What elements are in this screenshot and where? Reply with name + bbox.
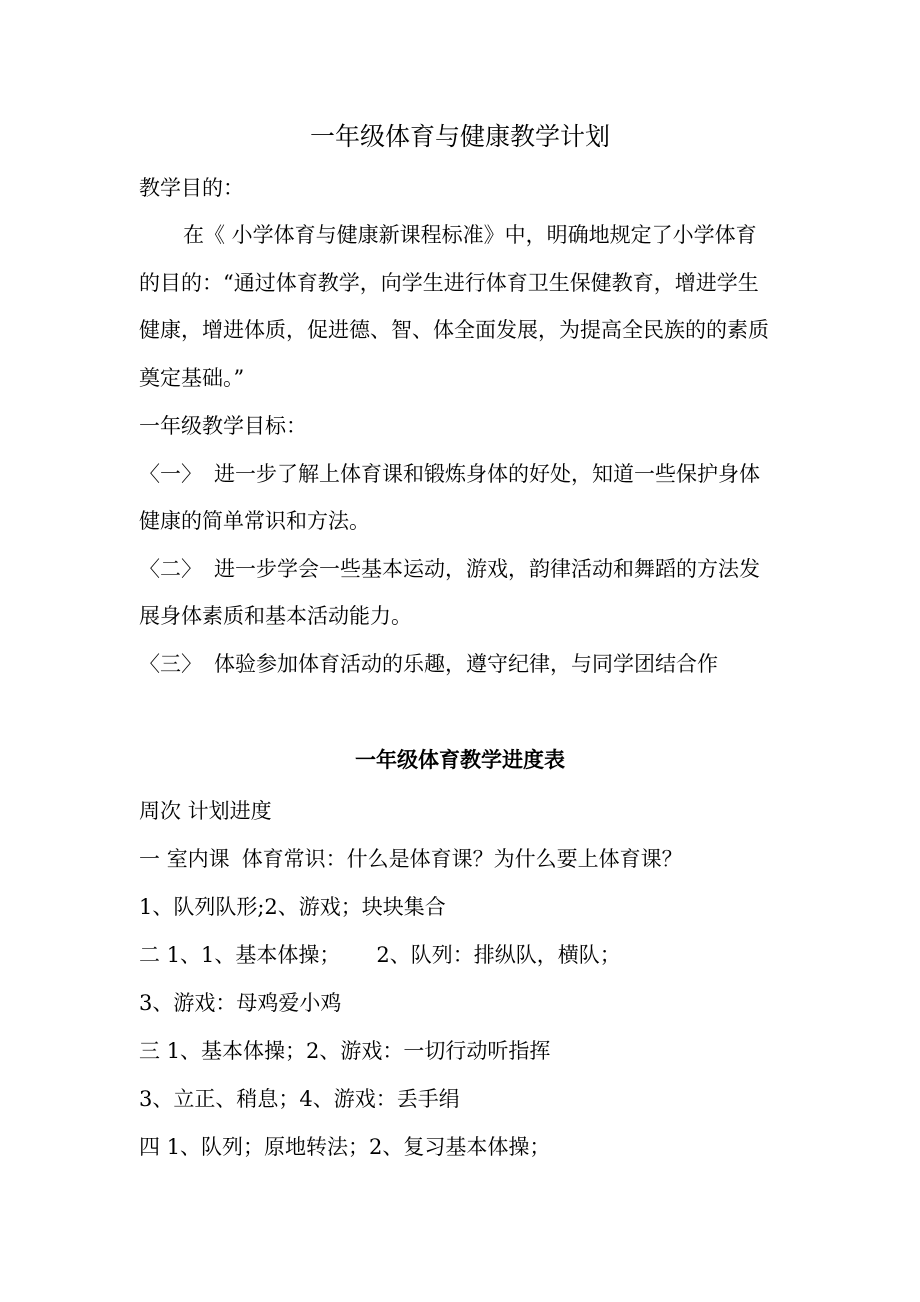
goal-text: 体验参加体育活动的乐趣，遵守纪律，与同学团结合作 bbox=[214, 652, 718, 676]
goal-text: 进一步了解上体育课和锻炼身体的好处，知道一些保护身体 bbox=[214, 462, 760, 486]
schedule-text: 3、立正、稍息；4、游戏：丢手绢 bbox=[139, 1087, 460, 1111]
schedule-week: 一 bbox=[139, 847, 160, 871]
purpose-paragraph-line-3: 健康，增进体质，促进德、智、体全面发展，为提高全民族的的素质 bbox=[139, 318, 769, 342]
goal-marker: 〈二〉 bbox=[139, 557, 202, 581]
purpose-heading: 教学目的： bbox=[139, 176, 244, 200]
purpose-paragraph-line-4: 奠定基础。” bbox=[139, 366, 245, 390]
goal-marker: 〈三〉 bbox=[139, 652, 202, 676]
document-title: 一年级体育与健康教学计划 bbox=[309, 122, 610, 151]
schedule-text-2: 2、队列：排纵队，横队； bbox=[376, 943, 621, 967]
schedule-row bbox=[139, 1085, 460, 1113]
schedule-row bbox=[139, 941, 621, 969]
purpose-paragraph-line-2: 的目的：“通过体育教学，向学生进行体育卫生保健教育，增进学生 bbox=[139, 271, 759, 295]
schedule-row bbox=[139, 989, 341, 1017]
goals-heading: 一年级教学目标： bbox=[139, 414, 307, 438]
goal-marker: 〈一〉 bbox=[139, 462, 202, 486]
schedule-week: 三 bbox=[139, 1039, 160, 1063]
schedule-text: 1、队列队形;2、游戏；块块集合 bbox=[139, 895, 446, 919]
goal-item-1-continued: 健康的简单常识和方法。 bbox=[139, 509, 370, 533]
schedule-week: 四 bbox=[139, 1135, 160, 1159]
schedule-title: 一年级体育教学进度表 bbox=[355, 747, 565, 772]
schedule-row bbox=[139, 845, 683, 873]
schedule-text-2: 体育常识：什么是体育课？为什么要上体育课？ bbox=[241, 847, 683, 871]
goal-item-2-continued: 展身体素质和基本活动能力。 bbox=[139, 604, 412, 628]
schedule-row bbox=[139, 1037, 550, 1065]
schedule-text: 3、游戏：母鸡爱小鸡 bbox=[139, 991, 342, 1015]
schedule-text: 1、队列；原地转法；2、复习基本体操； bbox=[166, 1135, 551, 1159]
goal-item-2 bbox=[139, 555, 760, 583]
schedule-text: 1、基本体操；2、游戏：一切行动听指挥 bbox=[166, 1039, 551, 1063]
schedule-text: 室内课 bbox=[166, 847, 230, 871]
goal-item-1 bbox=[139, 460, 760, 488]
schedule-row bbox=[139, 893, 446, 921]
schedule-week: 二 bbox=[139, 943, 160, 967]
goal-item-3 bbox=[139, 650, 718, 678]
schedule-text: 1、1、基本体操； bbox=[166, 943, 341, 967]
purpose-paragraph-line-1: 在《 小学体育与健康新课程标准》中，明确地规定了小学体育 bbox=[183, 223, 757, 247]
schedule-row bbox=[139, 1133, 550, 1161]
goal-text: 进一步学会一些基本运动，游戏，韵律活动和舞蹈的方法发 bbox=[214, 557, 760, 581]
schedule-header: 周次 计划进度 bbox=[139, 799, 272, 823]
